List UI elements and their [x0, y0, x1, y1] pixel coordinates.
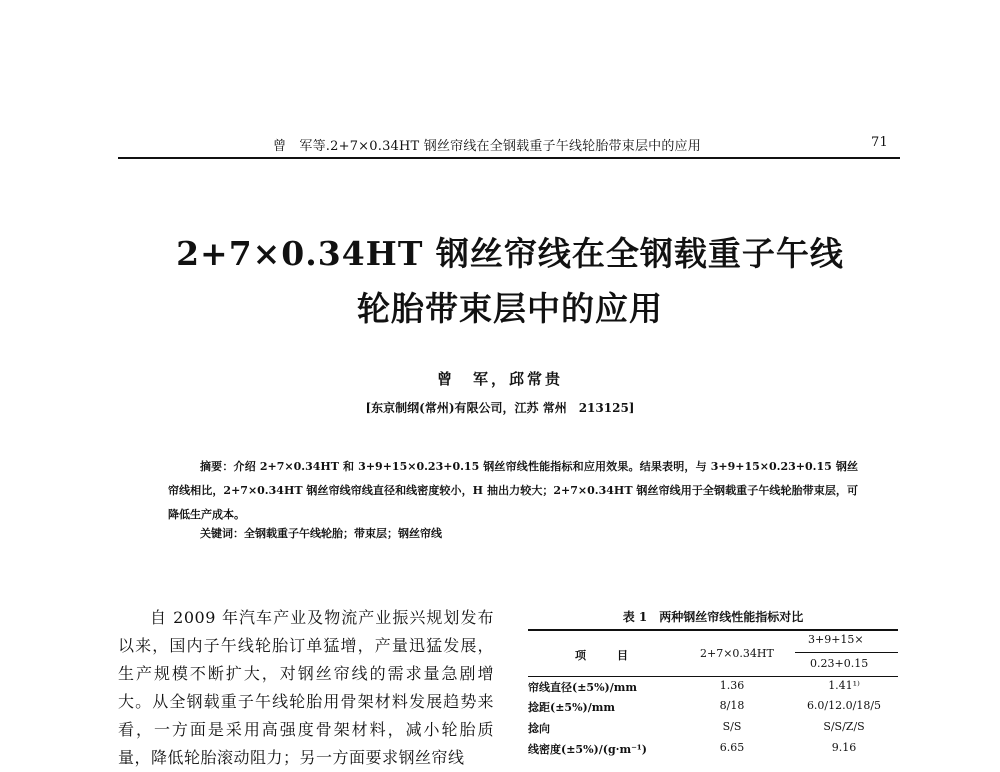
table-row-label: 捻向 — [528, 722, 550, 735]
paper-title-line-1: 2+7×0.34HT 钢丝帘线在全钢载重子午线 — [176, 234, 844, 273]
table-cell-col3: 1.41¹⁾ — [828, 679, 860, 692]
table-header-item: 项 目 — [575, 649, 638, 662]
table-row — [528, 720, 898, 740]
body-text: 自 2009 年汽车产业及物流产业振兴规划发布以来，国内子午线轮胎订单猛增，产量迅猛发展，生产规模不断扩大，对钢丝帘线的需求量急剧增大。从全钢载重子午线轮胎用骨架材料发展趋势来看，一方面是采用高强度骨架材料，减小轮胎质量，降低轮胎滚动阻力；另一方面要求钢丝帘线 — [118, 608, 494, 767]
abstract: 摘要：介绍 2+7×0.34HT 和 3+9+15×0.23+0.15 钢丝帘线性能指标和应用效果。结果表明，与 3+9+15×0.23+0.15 钢丝帘线相比，2+7×0.34HT 钢丝帘线帘线直径和线密度较小，H 抽出力较大；2+7×0.34HT 钢丝帘线用于全钢载重子午线轮胎带束层，可降低生产成本。 — [168, 460, 858, 521]
table-cell-col3: 9.16 — [831, 741, 857, 754]
table-header-rule — [528, 676, 898, 677]
header-rule — [118, 157, 900, 159]
table-row — [528, 699, 898, 719]
table-cell-col3: S/S/Z/S — [823, 720, 865, 733]
table-row-label: 线密度(±5%)/(g·m⁻¹) — [528, 743, 647, 756]
table-row — [528, 741, 898, 761]
table-cell-col2: 6.65 — [719, 741, 745, 754]
running-head — [118, 131, 898, 157]
table-cell-col2: 1.36 — [719, 679, 745, 692]
running-head-title: 曾 军等.2+7×0.34HT 钢丝帘线在全钢载重子午线轮胎带束层中的应用 — [273, 139, 701, 154]
table-header-col2: 2+7×0.34HT — [700, 647, 774, 660]
keywords: 关键词：全钢载重子午线轮胎；带束层；钢丝帘线 — [200, 527, 442, 540]
affiliation: [东京制纲(常州)有限公司，江苏 常州 213125] — [365, 401, 635, 415]
table-cell-col3: 6.0/12.0/18/5 — [806, 699, 882, 712]
table-cell-col2: 8/18 — [719, 699, 745, 712]
table-top-rule — [528, 629, 898, 631]
table-row-label: 捻距(±5%)/mm — [528, 701, 616, 714]
table-cell-col2: S/S — [722, 720, 742, 733]
table-subheader-rule — [795, 652, 898, 653]
table-header-col3-line2: 0.23+0.15 — [810, 657, 869, 670]
table-caption: 表 1 两种钢丝帘线性能指标对比 — [622, 610, 804, 624]
authors: 曾 军，邱常贵 — [436, 370, 563, 388]
table-header-col3-line1: 3+9+15× — [808, 633, 864, 646]
paper-title-line-2: 轮胎带束层中的应用 — [357, 289, 663, 328]
table-row-label: 帘线直径(±5%)/mm — [528, 681, 638, 694]
table-row — [528, 679, 898, 699]
page-number: 71 — [871, 135, 888, 150]
